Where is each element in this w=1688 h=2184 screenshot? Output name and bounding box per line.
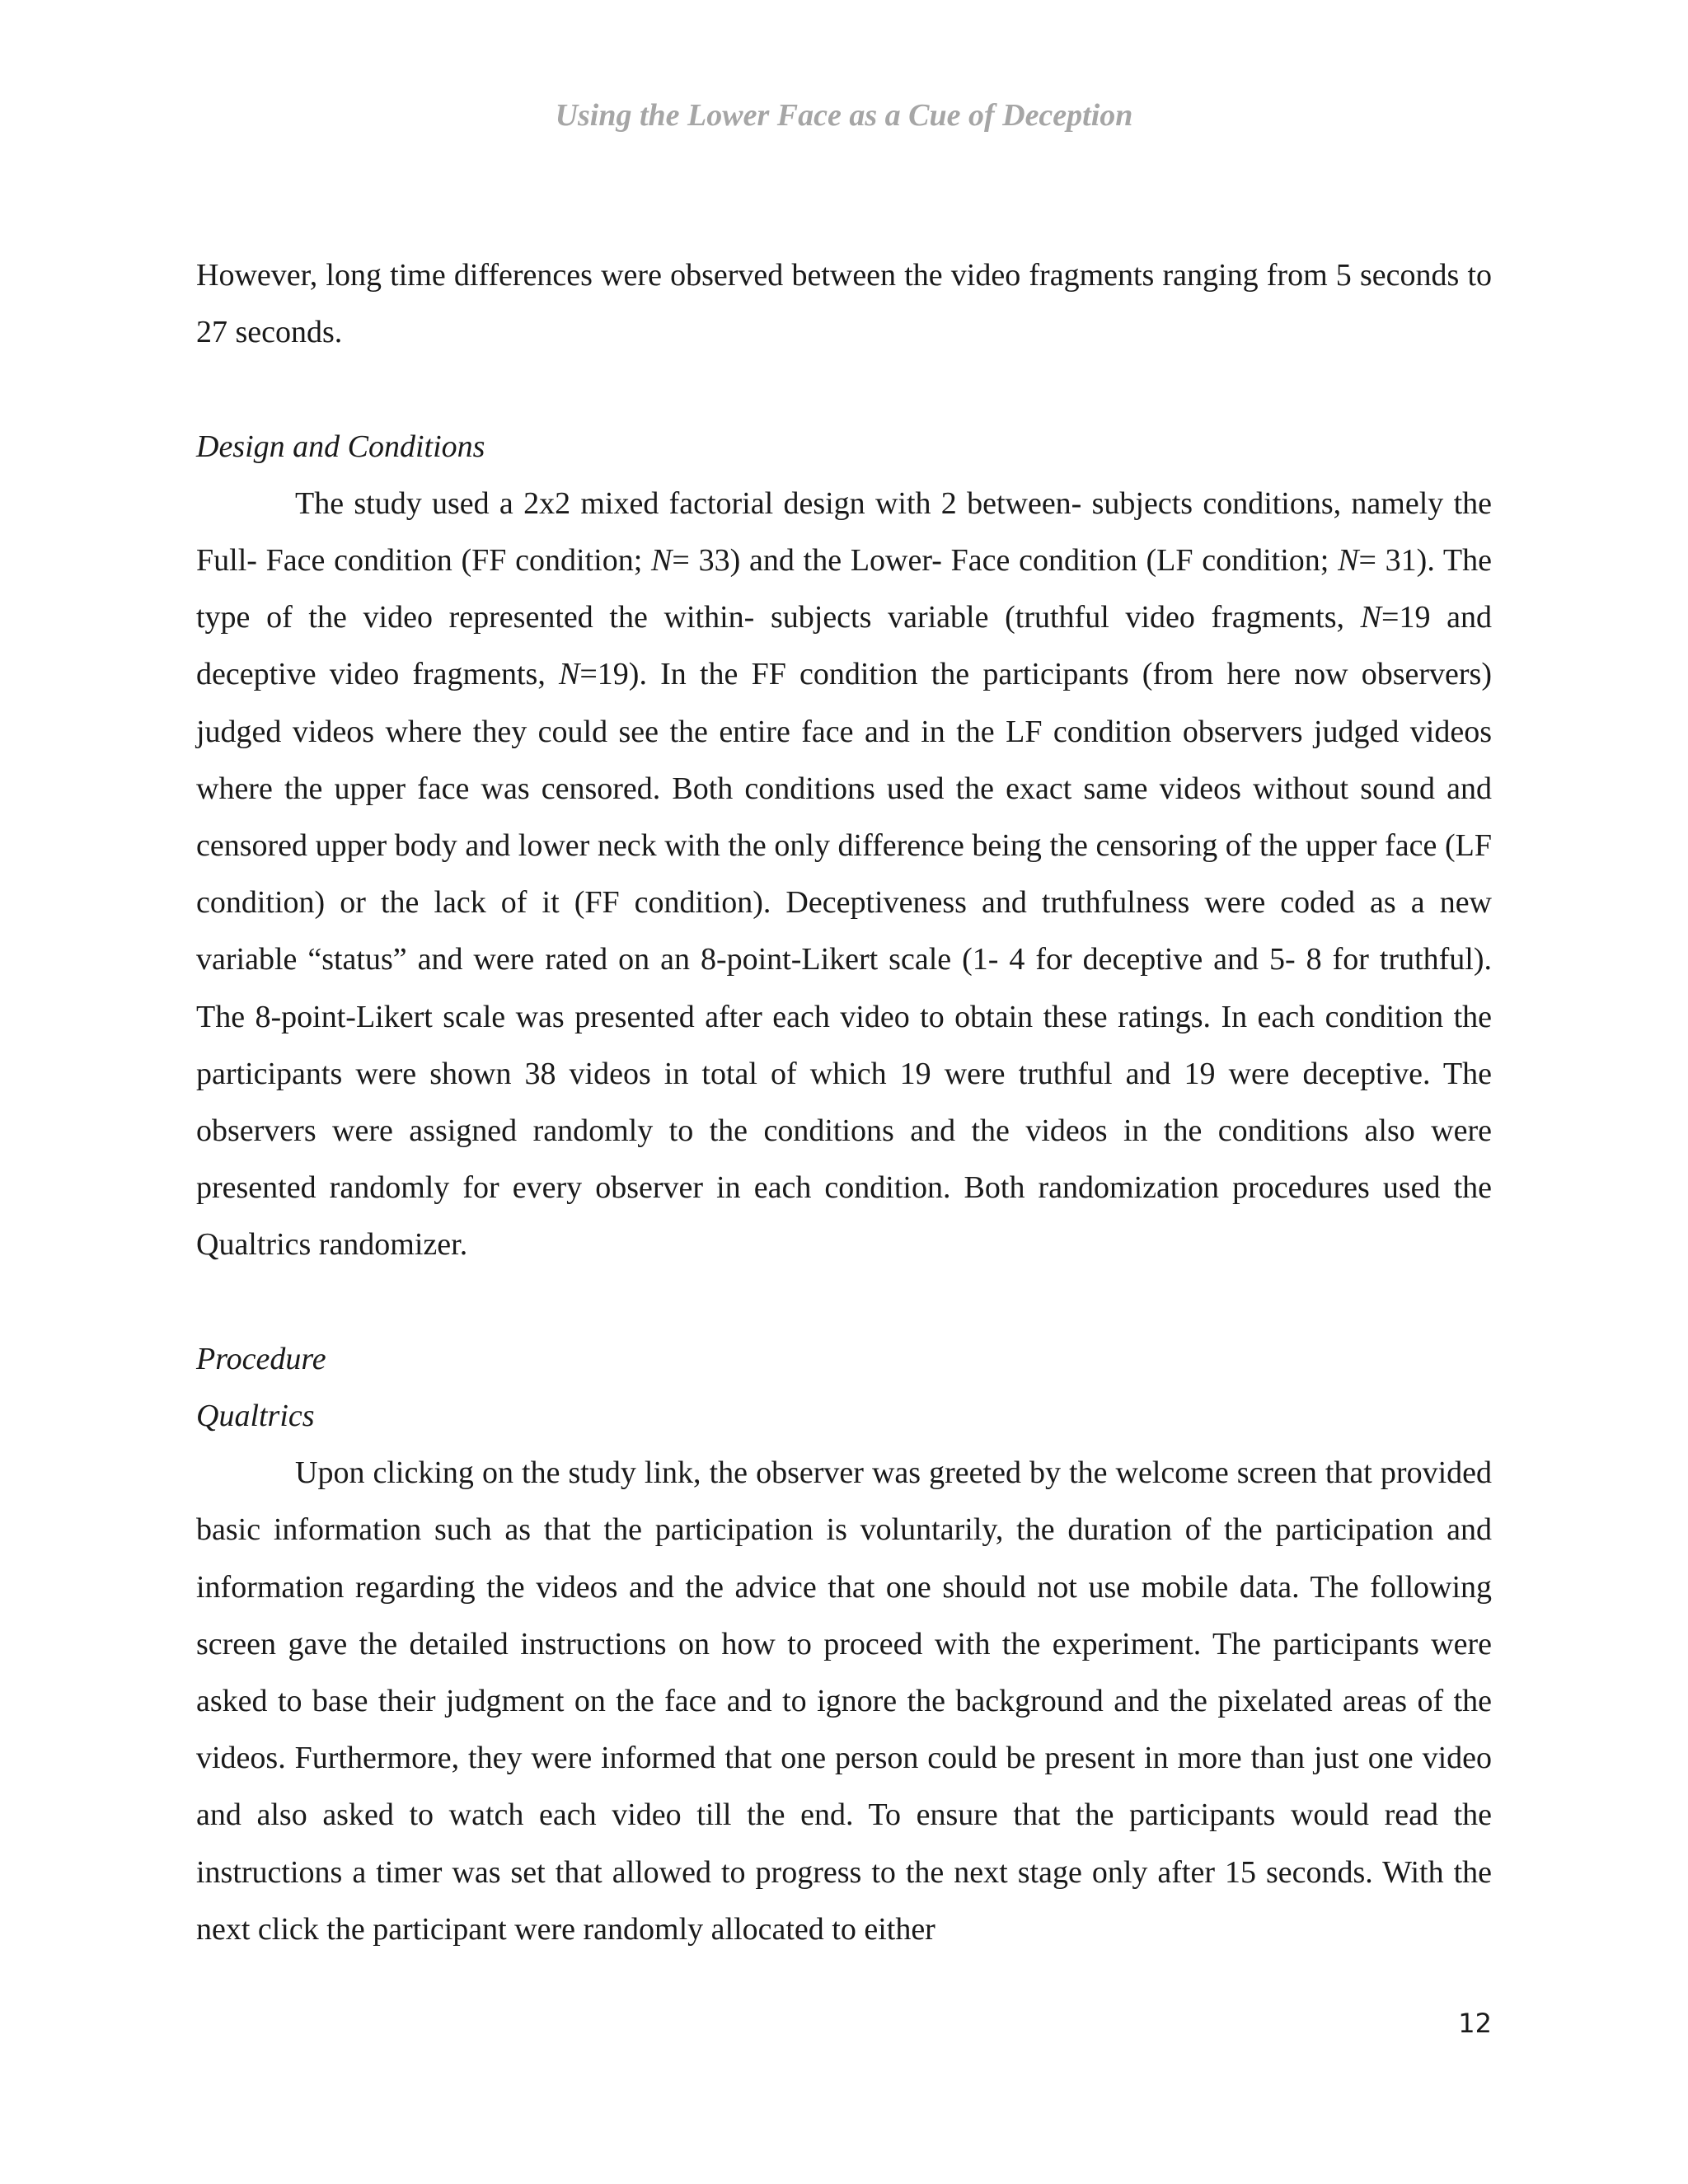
paragraph-design-part-a: The study used a 2x2 mixed factorial design with 2 between- subjects conditions, namely the Full- Face condition (FF condition; xyxy=(196,485,1492,578)
heading-procedure: Procedure xyxy=(196,1341,326,1376)
paragraph-design-part-d: =19 and deceptive video fragments, xyxy=(196,600,1492,692)
n-symbol: N xyxy=(559,657,580,692)
paragraph-time-differences: However, long time differences were observed between the video fragments ranging from 5 seconds to 27 seconds. xyxy=(196,258,1492,350)
heading-design-and-conditions: Design and Conditions xyxy=(196,429,485,464)
paragraph-design-part-c: = 31). The type of the video represented the within- subjects variable (truthful video fragments, xyxy=(196,543,1492,635)
paragraph-design-part-e: =19). In the FF condition the participants (from here now observers) judged videos where they could see the entire face and in the LF condition observers judged videos where the upper face was censored. Both conditions used the exact same videos without sound and censored upper body and lower neck with the only difference being the censoring of the upper face (LF condition) or the lack of it (FF condition). Deceptiveness and truthfulness were coded as a new variable “status” and were rated on an 8-point-Likert scale (1- 4 for deceptive and 5- 8 for truthful). The 8-point-Likert scale was presented after each video to obtain these ratings. In each condition the participants were shown 38 videos in total of which 19 were truthful and 19 were deceptive. The observers were assigned randomly to the conditions and the videos in the conditions also were presented randomly for every observer in each condition. Both randomization procedures used the Qualtrics randomizer. xyxy=(196,657,1492,1263)
paragraph-qualtrics: Upon clicking on the study link, the observer was greeted by the welcome screen that provided basic information such as that the participation is voluntarily, the duration of the participation and information regarding the videos and the advice that one should not use mobile data. The following screen gave the detailed instructions on how to proceed with the experiment. The participants were asked to base their judgment on the face and to ignore the background and the pixelated areas of the videos. Furthermore, they were informed that one person could be present in more than just one video and also asked to watch each video till the end. To ensure that the participants would read the instructions a timer was set that allowed to progress to the next stage only after 15 seconds. With the next click the participant were randomly allocated to either xyxy=(196,1455,1492,1947)
heading-qualtrics: Qualtrics xyxy=(196,1399,315,1434)
section-gap xyxy=(196,1274,1492,1331)
n-symbol: N xyxy=(1360,600,1382,635)
body-text xyxy=(196,247,1492,1958)
n-symbol: N xyxy=(651,543,673,578)
page-number: 12 xyxy=(1458,2008,1492,2039)
section-gap xyxy=(196,361,1492,418)
paragraph-design xyxy=(196,476,1492,1274)
paragraph-design-part-b: = 33) and the Lower- Face condition (LF condition; xyxy=(672,543,1339,578)
n-symbol: N xyxy=(1338,543,1359,578)
running-header: Using the Lower Face as a Cue of Deception xyxy=(555,98,1133,133)
